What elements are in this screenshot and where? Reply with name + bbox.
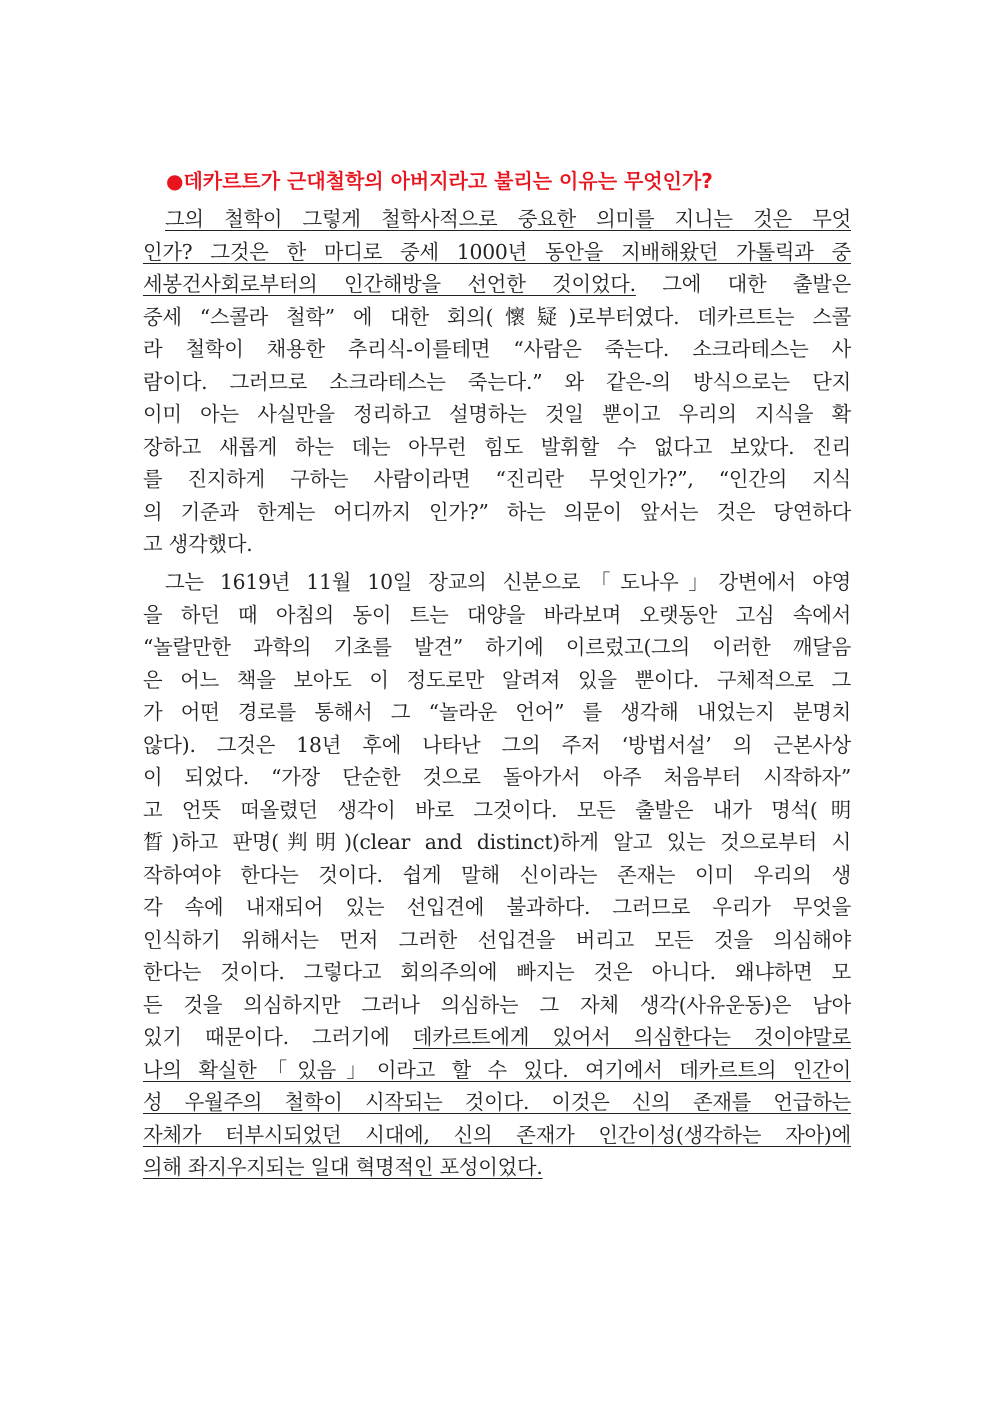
text-segment: 중세 “스콜라 철학” 에 대한 회의(懷疑)로부터였다. 데카르트는 스콜 — [143, 304, 851, 329]
underlined-text: 자체가 터부시되었던 시대에, 신의 존재가 인간이성(생각하는 자아)에 — [143, 1122, 851, 1147]
text-line — [143, 1021, 851, 1054]
text-segment: 고 언뜻 떠올렸던 생각이 바로 그것이다. 모든 출발은 내가 명석(明 — [143, 797, 851, 822]
text-line — [143, 859, 851, 892]
text-line — [143, 761, 851, 794]
paragraph-1 — [143, 203, 851, 561]
text-line — [143, 664, 851, 697]
text-line — [143, 599, 851, 632]
text-segment: 그는 1619년 11월 10일 장교의 신분으로「도나우」강변에서 야영 — [165, 570, 851, 594]
document-title: ●데카르트가 근대철학의 아버지라고 불리는 이유는 무엇인가? — [166, 169, 713, 193]
text-line — [143, 891, 851, 924]
text-segment: 있기 때문이다. 그러기에 — [143, 1025, 413, 1049]
text-line — [143, 301, 851, 334]
text-line — [143, 956, 851, 989]
text-line — [143, 203, 851, 236]
text-segment: 이 되었다. “가장 단순한 것으로 돌아가서 아주 처음부터 시작하자” — [143, 765, 851, 789]
text-segment: 가 어떤 경로를 통해서 그 “놀라운 언어” 를 생각해 내었는지 분명치 — [143, 700, 851, 724]
text-line — [143, 989, 851, 1022]
text-segment: 장하고 새롭게 하는 데는 아무런 힘도 발휘할 수 없다고 보았다. 진리 — [143, 434, 851, 459]
text-line — [143, 528, 851, 561]
text-line — [143, 1054, 851, 1087]
text-line — [143, 463, 851, 496]
text-line — [143, 1119, 851, 1152]
text-segment: 을 하던 때 아침의 동이 트는 대양을 바라보며 오랫동안 고심 속에서 — [143, 602, 851, 627]
underlined-text: 나의 확실한「있음」이라고 할 수 있다. 여기에서 데카르트의 인간이 — [143, 1057, 851, 1082]
text-segment: “놀랄만한 과학의 기초를 발견” 하기에 이르렀고(그의 이러한 깨달음 — [143, 635, 851, 659]
text-line — [143, 924, 851, 957]
underlined-text: 세봉건사회로부터의 인간해방을 선언한 것이었다. — [143, 272, 636, 296]
text-segment: 인식하기 위해서는 먼저 그러한 선입견을 버리고 모든 것을 의심해야 — [143, 927, 851, 952]
text-line — [143, 366, 851, 399]
text-segment: 않다). 그것은 18년 후에 나타난 그의 주저 ‘방법서설’ 의 근본사상 — [143, 732, 851, 757]
text-segment: 한다는 것이다. 그렇다고 회의주의에 빠지는 것은 아니다. 왜냐하면 모 — [143, 960, 851, 984]
text-line — [143, 236, 851, 269]
text-line — [143, 566, 851, 599]
text-line — [143, 826, 851, 859]
text-segment: 작하여야 한다는 것이다. 쉽게 말해 신이라는 존재는 이미 우리의 생 — [143, 862, 851, 887]
text-segment: 람이다. 그러므로 소크라테스는 죽는다.” 와 같은-의 방식으로는 단지 — [143, 369, 851, 394]
text-segment: 든 것을 의심하지만 그러나 의심하는 그 자체 생각(사유운동)은 남아 — [143, 992, 851, 1017]
underlined-text: 데카르트에게 있어서 의심한다는 것이야말로 — [412, 1025, 851, 1049]
text-segment: 그에 대한 출발은 — [635, 272, 852, 296]
text-line — [143, 794, 851, 827]
underlined-text: 인가? 그것은 한 마디로 중세 1000년 동안을 지배해왔던 가톨릭과 중 — [143, 239, 851, 264]
text-line — [143, 268, 851, 301]
text-line — [143, 729, 851, 762]
text-segment: 고 생각했다. — [143, 532, 253, 556]
text-segment: 晳)하고 판명(判明)(clear and distinct)하게 알고 있는 것으로부터 시 — [143, 830, 851, 854]
text-line — [143, 496, 851, 529]
text-line — [143, 631, 851, 664]
text-segment: 의 기준과 한계는 어디까지 인가?” 하는 의문이 앞서는 것은 당연하다 — [143, 499, 852, 524]
text-segment: 은 어느 책을 보아도 이 정도로만 알려져 있을 뿐이다. 구체적으로 그 — [143, 667, 851, 692]
text-segment: 를 진지하게 구하는 사람이라면 “진리란 무엇인가?”, “인간의 지식 — [143, 467, 851, 491]
underlined-text: 의해 좌지우지되는 일대 혁명적인 포성이었다. — [143, 1155, 543, 1179]
text-segment: 각 속에 내재되어 있는 선입견에 불과하다. 그러므로 우리가 무엇을 — [143, 895, 851, 919]
underlined-text: 성 우월주의 철학이 시작되는 것이다. 이것은 신의 존재를 언급하는 — [143, 1090, 851, 1114]
text-line — [143, 333, 851, 366]
text-line — [143, 1086, 851, 1119]
text-segment: 라 철학이 채용한 추리식-이를테면 “사람은 죽는다. 소크라테스는 사 — [143, 337, 851, 361]
text-line — [143, 1151, 851, 1184]
text-line — [143, 398, 851, 431]
text-segment: 이미 아는 사실만을 정리하고 설명하는 것일 뿐이고 우리의 지식을 확 — [143, 402, 851, 426]
paragraph-2 — [143, 566, 851, 1184]
underlined-text: 그의 철학이 그렇게 철학사적으로 중요한 의미를 지니는 것은 무엇 — [165, 207, 851, 231]
text-line — [143, 696, 851, 729]
text-line — [143, 431, 851, 464]
